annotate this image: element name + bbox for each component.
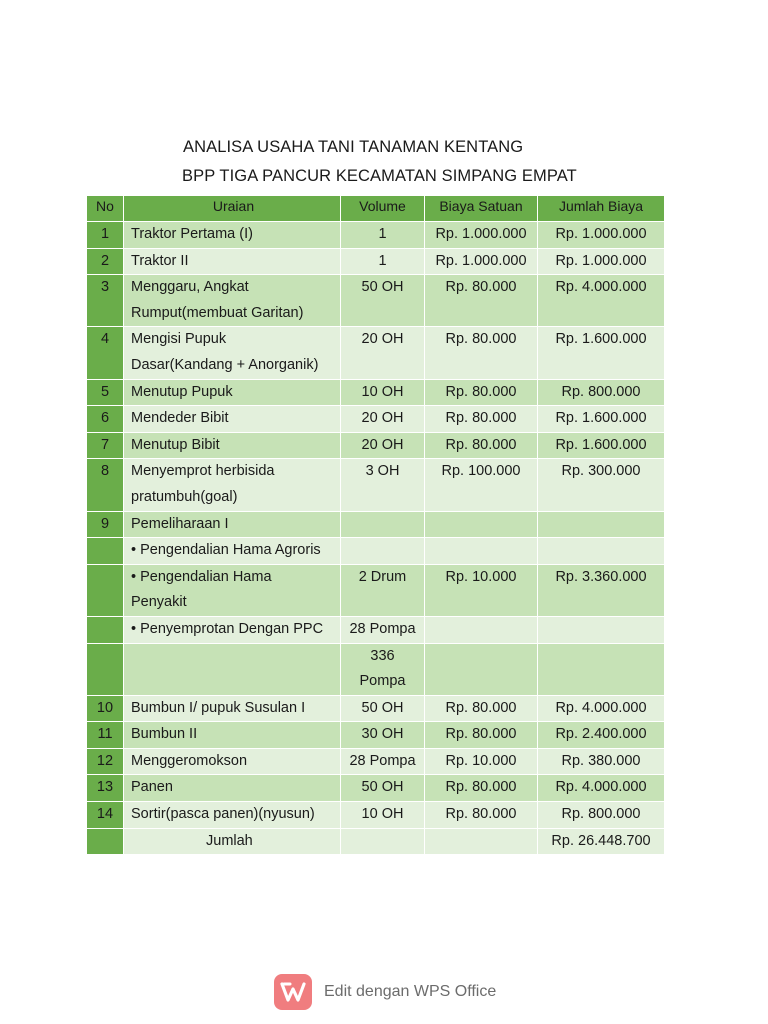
- header-no: No: [87, 196, 124, 222]
- row-no: [87, 538, 124, 565]
- row-uraian-text: Menggeromokson: [131, 752, 248, 769]
- row-uraian-text: Traktor II: [131, 252, 189, 269]
- row-no: [87, 802, 124, 829]
- row-no: [87, 643, 124, 695]
- header-uraian: Uraian: [124, 196, 341, 222]
- header-biaya-satuan: Biaya Satuan: [425, 196, 538, 222]
- row-biaya-satuan-text: Rp. 1.000.000: [435, 252, 527, 269]
- row-no-text: 10: [96, 699, 114, 716]
- row-uraian: [124, 616, 341, 643]
- row-uraian: [124, 222, 341, 249]
- row-uraian: [124, 775, 341, 802]
- row-biaya-satuan: [425, 564, 538, 616]
- row-biaya-satuan: [425, 327, 538, 379]
- row-jumlah-biaya: [538, 643, 665, 695]
- row-biaya-satuan-text: Rp. 80.000: [445, 436, 517, 453]
- row-uraian-text: Menutup Pupuk: [131, 383, 233, 400]
- row-volume: [341, 748, 425, 775]
- row-jumlah-biaya: [538, 379, 665, 406]
- row-jumlah-biaya: [538, 327, 665, 379]
- total-volume-cell: [341, 828, 425, 855]
- total-value: Rp. 26.448.700: [538, 828, 665, 855]
- document-title: ANALISA USAHA TANI TANAMAN KENTANG: [183, 138, 524, 156]
- row-uraian-text: Panen: [131, 779, 173, 796]
- row-volume-text: 2 Drum: [358, 568, 407, 585]
- row-uraian-text: Menyemprot herbisida: [131, 463, 275, 480]
- row-no: [87, 275, 124, 327]
- row-uraian: [124, 406, 341, 433]
- row-no-text: 4: [100, 331, 110, 348]
- row-jumlah-biaya: [538, 802, 665, 829]
- row-no: [87, 459, 124, 511]
- row-uraian-text: Penyakit: [131, 594, 187, 611]
- row-volume: [341, 511, 425, 538]
- table-row: [87, 538, 665, 565]
- row-no-text: 14: [96, 806, 114, 823]
- row-no-text: 1: [100, 226, 110, 242]
- row-jumlah-biaya-text: Rp. 1.000.000: [555, 252, 647, 269]
- row-biaya-satuan: [425, 379, 538, 406]
- row-no: [87, 748, 124, 775]
- row-uraian: [124, 379, 341, 406]
- row-uraian-text: Pemeliharaan I: [131, 515, 229, 532]
- table-row: [87, 379, 665, 406]
- row-biaya-satuan-text: Rp. 80.000: [445, 410, 517, 427]
- row-biaya-satuan-text: Rp. 100.000: [441, 463, 521, 480]
- row-jumlah-biaya: [538, 222, 665, 249]
- row-volume-text: 28 Pompa: [349, 620, 416, 637]
- row-volume: [341, 406, 425, 433]
- row-uraian-text: Menggaru, Angkat: [131, 279, 249, 296]
- row-volume: [341, 222, 425, 249]
- table-row: [87, 748, 665, 775]
- row-volume-text: 20 OH: [361, 410, 404, 427]
- row-jumlah-biaya: [538, 722, 665, 749]
- table-row: [87, 722, 665, 749]
- row-volume: [341, 722, 425, 749]
- row-uraian-text: Bumbun I/ pupuk Susulan I: [131, 699, 306, 716]
- row-uraian-text: Menutup Bibit: [131, 436, 220, 453]
- row-biaya-satuan: [425, 538, 538, 565]
- row-uraian: [124, 695, 341, 722]
- row-volume: [341, 379, 425, 406]
- row-uraian-text: • Pengendalian Hama Agroris: [131, 542, 321, 559]
- row-volume-text: 50 OH: [361, 779, 404, 796]
- row-jumlah-biaya-text: Rp. 1.600.000: [555, 331, 647, 348]
- row-no-text: 11: [97, 726, 113, 743]
- row-jumlah-biaya-text: Rp. 4.000.000: [555, 779, 647, 796]
- table-row: [87, 695, 665, 722]
- table-row: [87, 511, 665, 538]
- row-biaya-satuan: [425, 222, 538, 249]
- row-uraian-text: • Pengendalian Hama: [131, 568, 272, 585]
- table-row: [87, 564, 665, 616]
- row-biaya-satuan: [425, 406, 538, 433]
- row-jumlah-biaya-text: Rp. 800.000: [561, 806, 641, 823]
- row-volume-text: 50 OH: [361, 699, 404, 716]
- row-biaya-satuan-text: Rp. 10.000: [445, 568, 517, 585]
- row-uraian: [124, 432, 341, 459]
- row-no-text: 6: [100, 410, 110, 427]
- row-uraian: [124, 459, 341, 511]
- row-volume-text: 28 Pompa: [349, 752, 416, 769]
- table-row: [87, 222, 665, 249]
- row-biaya-satuan-text: Rp. 80.000: [445, 331, 517, 348]
- row-biaya-satuan: [425, 248, 538, 275]
- row-biaya-satuan: [425, 802, 538, 829]
- row-volume: [341, 327, 425, 379]
- row-uraian: [124, 327, 341, 379]
- row-uraian: [124, 564, 341, 616]
- row-volume-text: 10 OH: [361, 383, 404, 400]
- row-biaya-satuan-text: Rp. 80.000: [445, 279, 517, 296]
- row-jumlah-biaya: [538, 538, 665, 565]
- row-jumlah-biaya: [538, 248, 665, 275]
- row-jumlah-biaya-text: Rp. 3.360.000: [555, 568, 647, 585]
- row-jumlah-biaya-text: Rp. 2.400.000: [555, 726, 647, 743]
- row-no: [87, 616, 124, 643]
- row-biaya-satuan: [425, 616, 538, 643]
- row-biaya-satuan: [425, 695, 538, 722]
- total-label: Jumlah: [124, 828, 341, 855]
- table-row: [87, 459, 665, 511]
- row-uraian: [124, 802, 341, 829]
- row-biaya-satuan: [425, 459, 538, 511]
- header-jumlah-biaya: Jumlah Biaya: [538, 196, 665, 222]
- row-jumlah-biaya: [538, 564, 665, 616]
- row-volume: [341, 564, 425, 616]
- row-biaya-satuan-text: Rp. 10.000: [445, 752, 517, 769]
- row-volume: [341, 432, 425, 459]
- table-row: [87, 406, 665, 433]
- row-volume-text: 20 OH: [361, 436, 404, 453]
- row-biaya-satuan: [425, 722, 538, 749]
- row-biaya-satuan-text: Rp. 1.000.000: [435, 226, 527, 242]
- row-uraian-text: Dasar(Kandang + Anorganik): [131, 356, 319, 373]
- table-row: [87, 432, 665, 459]
- row-no-text: 13: [96, 779, 114, 796]
- row-no: [87, 406, 124, 433]
- row-biaya-satuan-text: Rp. 80.000: [445, 779, 517, 796]
- row-uraian-text: • Penyemprotan Dengan PPC: [131, 620, 324, 637]
- row-no: [87, 248, 124, 275]
- total-no-cell: [87, 828, 124, 855]
- row-no-text: 9: [100, 515, 110, 532]
- row-volume: [341, 775, 425, 802]
- row-jumlah-biaya-text: Rp. 300.000: [561, 463, 641, 480]
- cost-analysis-table: [87, 196, 665, 855]
- table-row: [87, 616, 665, 643]
- row-biaya-satuan-text: Rp. 80.000: [445, 699, 517, 716]
- row-uraian-text: Bumbun II: [131, 726, 198, 743]
- row-volume: [341, 616, 425, 643]
- row-volume-text: 336: [370, 647, 395, 664]
- table-row: [87, 275, 665, 327]
- table-row: [87, 248, 665, 275]
- row-volume: [341, 459, 425, 511]
- row-uraian: [124, 722, 341, 749]
- table-row: [87, 802, 665, 829]
- row-biaya-satuan: [425, 748, 538, 775]
- row-volume-text: 20 OH: [361, 331, 404, 348]
- table-row: [87, 643, 665, 695]
- row-uraian: [124, 248, 341, 275]
- row-volume: [341, 802, 425, 829]
- row-no: [87, 775, 124, 802]
- wps-logo-icon[interactable]: [274, 974, 312, 1010]
- row-uraian: [124, 748, 341, 775]
- row-jumlah-biaya: [538, 775, 665, 802]
- row-jumlah-biaya: [538, 432, 665, 459]
- row-jumlah-biaya-text: Rp. 4.000.000: [555, 699, 647, 716]
- row-uraian: [124, 275, 341, 327]
- row-no-text: 2: [100, 252, 110, 269]
- row-volume: [341, 695, 425, 722]
- row-biaya-satuan: [425, 775, 538, 802]
- row-no: [87, 511, 124, 538]
- row-biaya-satuan-text: Rp. 80.000: [445, 726, 517, 743]
- row-uraian-text: Mengisi Pupuk: [131, 331, 227, 348]
- table-header-row: [87, 196, 665, 222]
- row-jumlah-biaya: [538, 616, 665, 643]
- row-biaya-satuan: [425, 643, 538, 695]
- row-jumlah-biaya: [538, 748, 665, 775]
- row-uraian: [124, 511, 341, 538]
- row-no-text: 3: [100, 279, 110, 296]
- total-biaya-cell: [425, 828, 538, 855]
- row-uraian-text: Mendeder Bibit: [131, 410, 229, 427]
- row-volume: [341, 248, 425, 275]
- row-jumlah-biaya-text: Rp. 1.000.000: [555, 226, 647, 242]
- row-volume-text: 10 OH: [361, 806, 404, 823]
- row-jumlah-biaya: [538, 695, 665, 722]
- row-no: [87, 564, 124, 616]
- row-biaya-satuan: [425, 511, 538, 538]
- wps-footer[interactable]: [274, 974, 496, 1010]
- row-jumlah-biaya: [538, 406, 665, 433]
- header-volume: Volume: [341, 196, 425, 222]
- row-uraian-text: pratumbuh(goal): [131, 488, 238, 505]
- row-volume-text: Pompa: [359, 673, 406, 690]
- row-no: [87, 432, 124, 459]
- row-no-text: 12: [96, 752, 114, 769]
- row-no: [87, 722, 124, 749]
- row-uraian: [124, 643, 341, 695]
- wps-footer-text[interactable]: Edit dengan WPS Office: [324, 983, 497, 1000]
- table-row: [87, 775, 665, 802]
- row-no-text: 5: [100, 383, 110, 400]
- row-jumlah-biaya-text: Rp. 380.000: [561, 752, 641, 769]
- row-volume: [341, 643, 425, 695]
- row-jumlah-biaya: [538, 511, 665, 538]
- row-volume-text: 30 OH: [361, 726, 404, 743]
- row-jumlah-biaya-text: Rp. 1.600.000: [555, 410, 647, 427]
- row-volume: [341, 275, 425, 327]
- row-no: [87, 327, 124, 379]
- row-uraian: [124, 538, 341, 565]
- row-no-text: 8: [100, 463, 110, 480]
- row-no: [87, 695, 124, 722]
- row-jumlah-biaya-text: Rp. 800.000: [561, 383, 641, 400]
- table-row: [87, 327, 665, 379]
- row-biaya-satuan-text: Rp. 80.000: [445, 806, 517, 823]
- row-uraian-text: Traktor Pertama (I): [131, 226, 253, 242]
- row-jumlah-biaya: [538, 459, 665, 511]
- row-jumlah-biaya: [538, 275, 665, 327]
- total-row: [87, 828, 665, 855]
- document-subtitle: BPP TIGA PANCUR KECAMATAN SIMPANG EMPAT: [182, 167, 577, 185]
- row-no: [87, 222, 124, 249]
- row-uraian-text: Rumput(membuat Garitan): [131, 304, 304, 321]
- row-volume-text: 3 OH: [365, 463, 400, 480]
- row-biaya-satuan-text: Rp. 80.000: [445, 383, 517, 400]
- row-jumlah-biaya-text: Rp. 1.600.000: [555, 436, 647, 453]
- row-uraian-text: Sortir(pasca panen)(nyusun): [131, 806, 315, 823]
- row-biaya-satuan: [425, 275, 538, 327]
- row-jumlah-biaya-text: Rp. 4.000.000: [555, 279, 647, 296]
- row-volume-text: 1: [378, 252, 387, 269]
- row-no-text: 7: [100, 436, 110, 453]
- row-volume: [341, 538, 425, 565]
- row-biaya-satuan: [425, 432, 538, 459]
- row-no: [87, 379, 124, 406]
- row-volume-text: 1: [378, 226, 387, 242]
- wps-w-glyph: [279, 981, 307, 1003]
- row-volume-text: 50 OH: [361, 279, 404, 296]
